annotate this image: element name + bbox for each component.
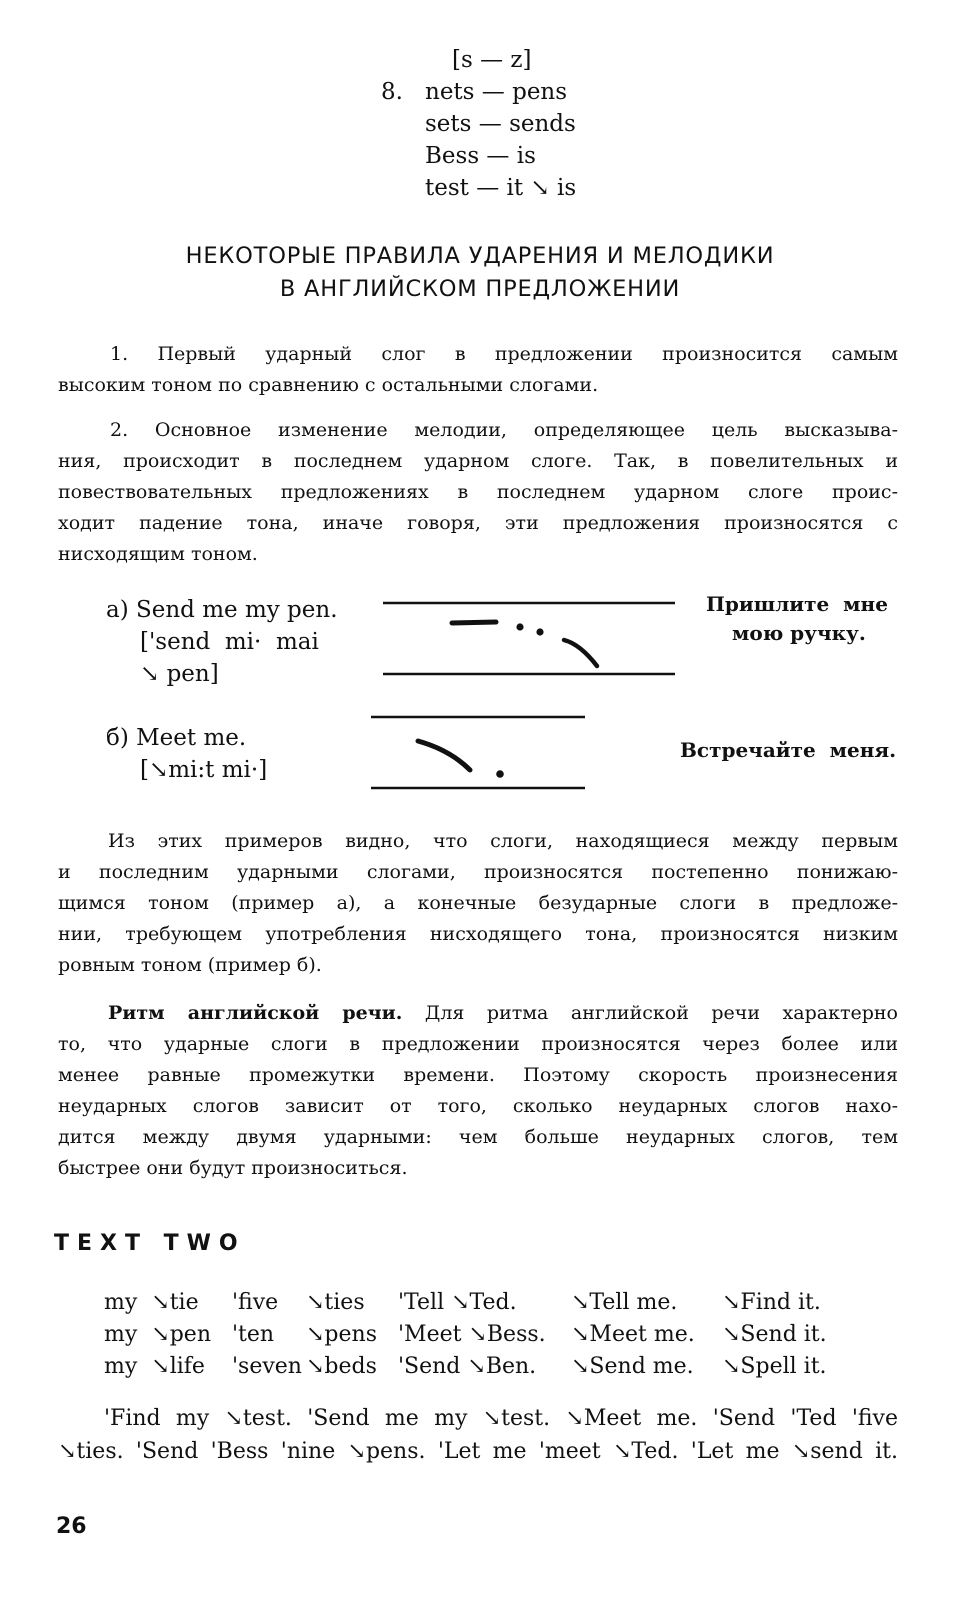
drill-cell: ↘beds	[306, 1354, 377, 1379]
page-number: 26	[56, 1514, 87, 1539]
rhythm-heading: Ритм английской речи.	[108, 1002, 403, 1024]
drill-cell: 'ten	[232, 1322, 275, 1347]
drill-cell: my ↘life	[104, 1354, 205, 1379]
rhythm-line: неударных слогов зависит от того, сколько неударных слогов нахо-	[58, 1095, 898, 1117]
rhythm-line: быстрее они будут произноситься.	[58, 1157, 408, 1179]
intonation-diagram-a	[383, 603, 675, 674]
drill-cell: my ↘tie	[104, 1290, 199, 1315]
rule-2-line: 2. Основное изменение мелодии, определяющее цель высказыва-	[110, 419, 898, 441]
drill-cell: ↘Send me.	[571, 1354, 694, 1379]
example-b-translation: Встречайте меня.	[680, 738, 897, 762]
explanation-line: Из этих примеров видно, что слоги, находящиеся между первым	[108, 830, 898, 852]
rhythm-first-line	[58, 998, 898, 1029]
explanation-line: щимся тоном (пример а), а конечные безударные слоги в предложе-	[58, 892, 898, 914]
unstressed-dot	[536, 628, 543, 635]
rhythm-first-text: Для ритма английской речи характерно	[424, 1002, 898, 1024]
drill-cell: 'Send ↘Ben.	[398, 1354, 537, 1379]
explanation-line: и последним ударными слогами, произносятся постепенно понижаю-	[58, 861, 898, 883]
rule-1-line: высоким тоном по сравнению с остальными слогами.	[58, 374, 599, 396]
rule-2-line: нисходящим тоном.	[58, 543, 258, 565]
rhythm-line: менее равные промежутки времени. Поэтому скорость произнесения	[58, 1064, 898, 1086]
drill-cell: ↘Find it.	[722, 1290, 821, 1315]
drill-cell: ↘Meet me.	[571, 1322, 695, 1347]
unstressed-dot	[516, 623, 523, 630]
section-title-line-2: В АНГЛИЙСКОМ ПРЕДЛОЖЕНИИ	[279, 276, 681, 302]
drill-cell: 'seven	[232, 1354, 302, 1379]
section-title-line-1: НЕКОТОРЫЕ ПРАВИЛА УДАРЕНИЯ И МЕЛОДИКИ	[185, 243, 775, 269]
text-two-heading: TEXT TWO	[54, 1231, 246, 1256]
drill-cell: ↘Spell it.	[722, 1354, 827, 1379]
example-a-translation: Пришлите мне	[706, 592, 888, 616]
drill-cell: my ↘pen	[104, 1322, 211, 1347]
unstressed-dot	[496, 770, 504, 778]
explanation-line: ровным тоном (пример б).	[58, 954, 322, 976]
rule-1-line: 1. Первый ударный слог в предложении произносится самым	[110, 343, 898, 365]
drill-cell: 'five	[232, 1290, 279, 1315]
falling-tone-mark	[418, 741, 470, 770]
rule-2-line: повествовательных предложениях в последнем ударном слоге проис-	[58, 481, 898, 503]
wordlist-line: Bess — is	[425, 143, 536, 169]
rhythm-line: дится между двумя ударными: чем больше неударных слогов, тем	[58, 1126, 898, 1148]
drill-cell: 'Meet ↘Bess.	[398, 1322, 546, 1347]
example-a-transcription-end: ↘ pen]	[140, 661, 219, 687]
wordlist-number: 8.	[381, 79, 403, 105]
drill-cell: ↘pens	[306, 1322, 377, 1347]
rule-2-line: ходит падение тона, иначе говоря, эти предложения произносятся с	[58, 512, 898, 534]
drill-cell: ↘Tell me.	[571, 1290, 678, 1315]
example-a-sentence: а) Send me my pen.	[106, 597, 338, 623]
wordlist-line: nets — pens	[425, 79, 568, 105]
example-b-transcription: [↘mi:t mi·]	[140, 757, 268, 783]
rule-2-line: ния, происходит в последнем ударном слоге. Так, в повелительных и	[58, 450, 898, 472]
intonation-diagram-b	[371, 717, 585, 788]
wordlist-line: sets — sends	[425, 111, 576, 137]
example-a-translation: мою ручку.	[732, 621, 866, 645]
example-a-transcription: ['send mi· mai	[140, 629, 319, 655]
falling-tone-mark	[564, 640, 597, 666]
drill-cell: ↘Send it.	[722, 1322, 827, 1347]
stressed-level-mark	[452, 622, 496, 623]
wordlist-heading: [s — z]	[452, 47, 532, 73]
wordlist-line: test — it ↘ is	[425, 175, 577, 201]
text-line: ↘ties. 'Send 'Bess 'nine ↘pens. 'Let me 'meet ↘Ted. 'Let me ↘send it.	[58, 1439, 898, 1464]
explanation-line: нии, требующем употребления нисходящего тона, произносятся низким	[58, 923, 898, 945]
rhythm-line: то, что ударные слоги в предложении произносятся через более или	[58, 1033, 898, 1055]
example-b-sentence: б) Meet me.	[106, 725, 247, 751]
drill-cell: ↘ties	[306, 1290, 365, 1315]
text-line: 'Find my ↘test. 'Send me my ↘test. ↘Meet me. 'Send 'Ted 'five	[104, 1406, 898, 1431]
drill-cell: 'Tell ↘Ted.	[398, 1290, 517, 1315]
